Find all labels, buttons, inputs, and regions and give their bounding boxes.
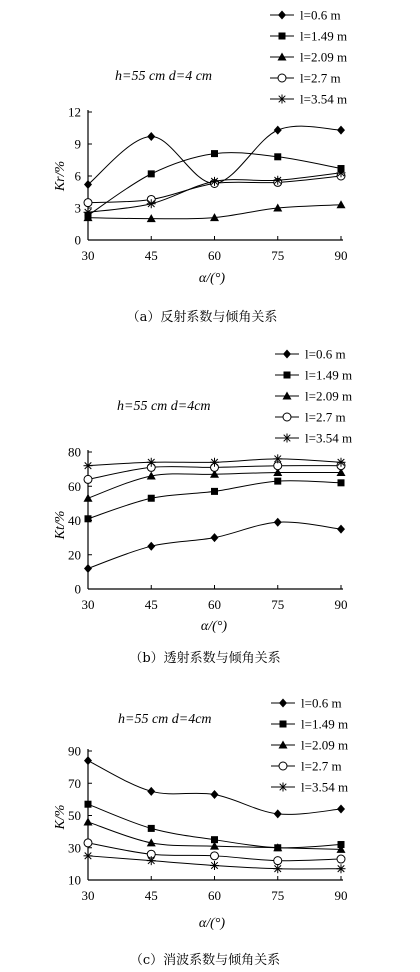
data-point: [274, 478, 281, 485]
data-point: [148, 825, 155, 832]
legend-label: l=1.49 m: [301, 716, 349, 732]
legend-label: l=2.09 m: [301, 737, 349, 753]
data-point: [147, 787, 155, 796]
x-tick-label: 60: [208, 248, 221, 263]
legend-label: l=1.49 m: [305, 367, 353, 383]
data-point: [337, 126, 345, 135]
data-point: [85, 515, 92, 522]
data-point: [274, 809, 282, 818]
legend-marker: [284, 372, 291, 379]
x-tick-label: 45: [144, 888, 158, 903]
x-tick-label: 45: [144, 248, 158, 263]
chart-annotation: h=55 cm d=4 cm: [115, 69, 213, 84]
legend-label: l=2.7 m: [305, 409, 346, 425]
legend-marker: [278, 74, 286, 82]
legend-label: l=2.7 m: [300, 70, 341, 86]
x-tick-label: 60: [208, 597, 221, 612]
data-point: [211, 150, 218, 157]
series-1: [84, 518, 345, 573]
y-tick-label: 40: [68, 513, 81, 528]
legend: [275, 347, 352, 446]
figure-caption: （b）透射系数与倾角关系: [129, 651, 281, 666]
legend-item: [275, 389, 352, 404]
x-axis-label: α/(°): [200, 619, 228, 634]
legend-item: [271, 759, 342, 774]
legend-item: [270, 8, 341, 23]
x-axis-label: α/(°): [198, 916, 226, 931]
y-tick-label: 3: [74, 200, 81, 216]
legend-item: [271, 738, 348, 753]
legend-marker: [279, 762, 287, 770]
data-point: [211, 533, 219, 542]
legend-label: l=3.54 m: [305, 430, 353, 446]
x-tick-label: 75: [271, 248, 285, 263]
data-point: [273, 176, 282, 185]
legend-label: l=2.09 m: [305, 388, 353, 404]
y-tick-label: 50: [68, 808, 81, 823]
data-point: [84, 180, 92, 189]
x-tick-label: 30: [81, 248, 95, 263]
data-point: [148, 170, 155, 177]
series-3: [84, 468, 346, 502]
y-tick-label: 80: [68, 444, 81, 460]
data-point: [210, 458, 219, 467]
data-point: [337, 855, 345, 863]
data-point: [148, 495, 155, 502]
x-tick-label: 90: [334, 888, 348, 903]
data-point: [337, 525, 345, 534]
data-point: [84, 208, 93, 217]
legend-label: l=0.6 m: [301, 695, 342, 711]
data-point: [84, 461, 93, 470]
legend-item: [271, 717, 348, 732]
legend-item: [275, 347, 346, 362]
data-point: [147, 199, 156, 208]
data-point: [337, 864, 346, 873]
data-point: [84, 817, 93, 825]
y-tick-label: 30: [68, 840, 81, 856]
data-point: [211, 488, 218, 495]
y-tick-label: 0: [74, 581, 81, 597]
data-point: [337, 458, 346, 467]
data-point: [147, 856, 156, 865]
series-5: [84, 168, 346, 216]
data-point: [84, 475, 92, 483]
data-point: [337, 805, 345, 814]
legend-item: [275, 410, 346, 425]
figure-caption: （a）反射系数与倾角关系: [126, 310, 278, 325]
legend-label: l=1.49 m: [300, 28, 348, 44]
x-tick-label: 30: [81, 597, 95, 612]
legend-marker: [280, 721, 287, 728]
data-point: [84, 494, 93, 502]
data-point: [274, 518, 282, 527]
chart-panel-3: [53, 696, 348, 969]
y-tick-label: 6: [74, 168, 81, 184]
legend-marker: [279, 783, 288, 792]
legend-marker: [283, 434, 292, 443]
legend-label: l=0.6 m: [305, 346, 346, 362]
legend-item: [271, 696, 342, 711]
x-tick-label: 75: [271, 597, 285, 612]
data-point: [84, 564, 92, 573]
series-line: [88, 481, 341, 519]
y-tick-label: 60: [68, 478, 81, 494]
legend-marker: [278, 95, 287, 104]
legend: [270, 8, 347, 107]
legend-item: [270, 29, 347, 44]
legend: [271, 696, 348, 795]
x-tick-label: 60: [208, 888, 221, 903]
data-point: [147, 542, 155, 551]
data-point: [211, 852, 219, 860]
legend-item: [275, 431, 352, 446]
legend-label: l=0.6 m: [300, 7, 341, 23]
y-axis-label: Kt/%: [53, 510, 68, 540]
chart-annotation: h=55 cm d=4cm: [118, 712, 212, 727]
chart-panel-2: [53, 347, 352, 667]
x-tick-label: 30: [81, 888, 95, 903]
legend-marker: [283, 350, 291, 359]
data-point: [274, 126, 282, 135]
chart-annotation: h=55 cm d=4cm: [117, 399, 211, 414]
chart-panel-1: [53, 8, 348, 326]
x-tick-label: 90: [334, 248, 348, 263]
data-point: [273, 864, 282, 873]
series-3: [84, 200, 346, 222]
legend-marker: [279, 33, 286, 40]
data-point: [274, 153, 281, 160]
y-tick-label: 20: [68, 547, 81, 563]
x-tick-label: 75: [271, 888, 285, 903]
data-point: [337, 200, 346, 208]
y-tick-label: 10: [68, 872, 81, 888]
data-point: [274, 857, 282, 865]
data-point: [85, 801, 92, 808]
legend-item: [270, 92, 347, 107]
x-tick-label: 90: [334, 597, 348, 612]
y-tick-label: 9: [74, 136, 81, 152]
data-point: [273, 454, 282, 463]
data-point: [84, 756, 92, 765]
data-point: [84, 199, 92, 207]
legend-item: [270, 50, 347, 65]
legend-item: [271, 780, 348, 795]
y-axis-label: K/%: [53, 804, 68, 830]
x-tick-label: 45: [144, 597, 158, 612]
y-tick-label: 90: [68, 743, 81, 759]
legend-marker: [278, 11, 286, 20]
data-point: [210, 861, 219, 870]
figure-caption: （c）消波系数与倾角关系: [129, 953, 281, 968]
y-tick-label: 12: [68, 104, 81, 120]
legend-label: l=3.54 m: [301, 779, 349, 795]
y-tick-label: 70: [68, 775, 81, 791]
legend-item: [270, 71, 341, 86]
legend-label: l=2.09 m: [300, 49, 348, 65]
legend-label: l=3.54 m: [300, 91, 348, 107]
legend-marker: [279, 699, 287, 708]
data-point: [211, 790, 219, 799]
series-line: [88, 522, 341, 568]
legend-label: l=2.7 m: [301, 758, 342, 774]
data-point: [84, 851, 93, 860]
legend-item: [275, 368, 352, 383]
data-point: [210, 177, 219, 186]
data-point: [338, 479, 345, 486]
data-point: [147, 132, 155, 141]
data-point: [147, 458, 156, 467]
data-point: [84, 839, 92, 847]
data-point: [337, 168, 346, 177]
y-tick-label: 0: [74, 232, 81, 248]
x-axis-label: α/(°): [198, 271, 226, 286]
legend-marker: [283, 413, 291, 421]
y-axis-label: Kr/%: [53, 160, 68, 192]
